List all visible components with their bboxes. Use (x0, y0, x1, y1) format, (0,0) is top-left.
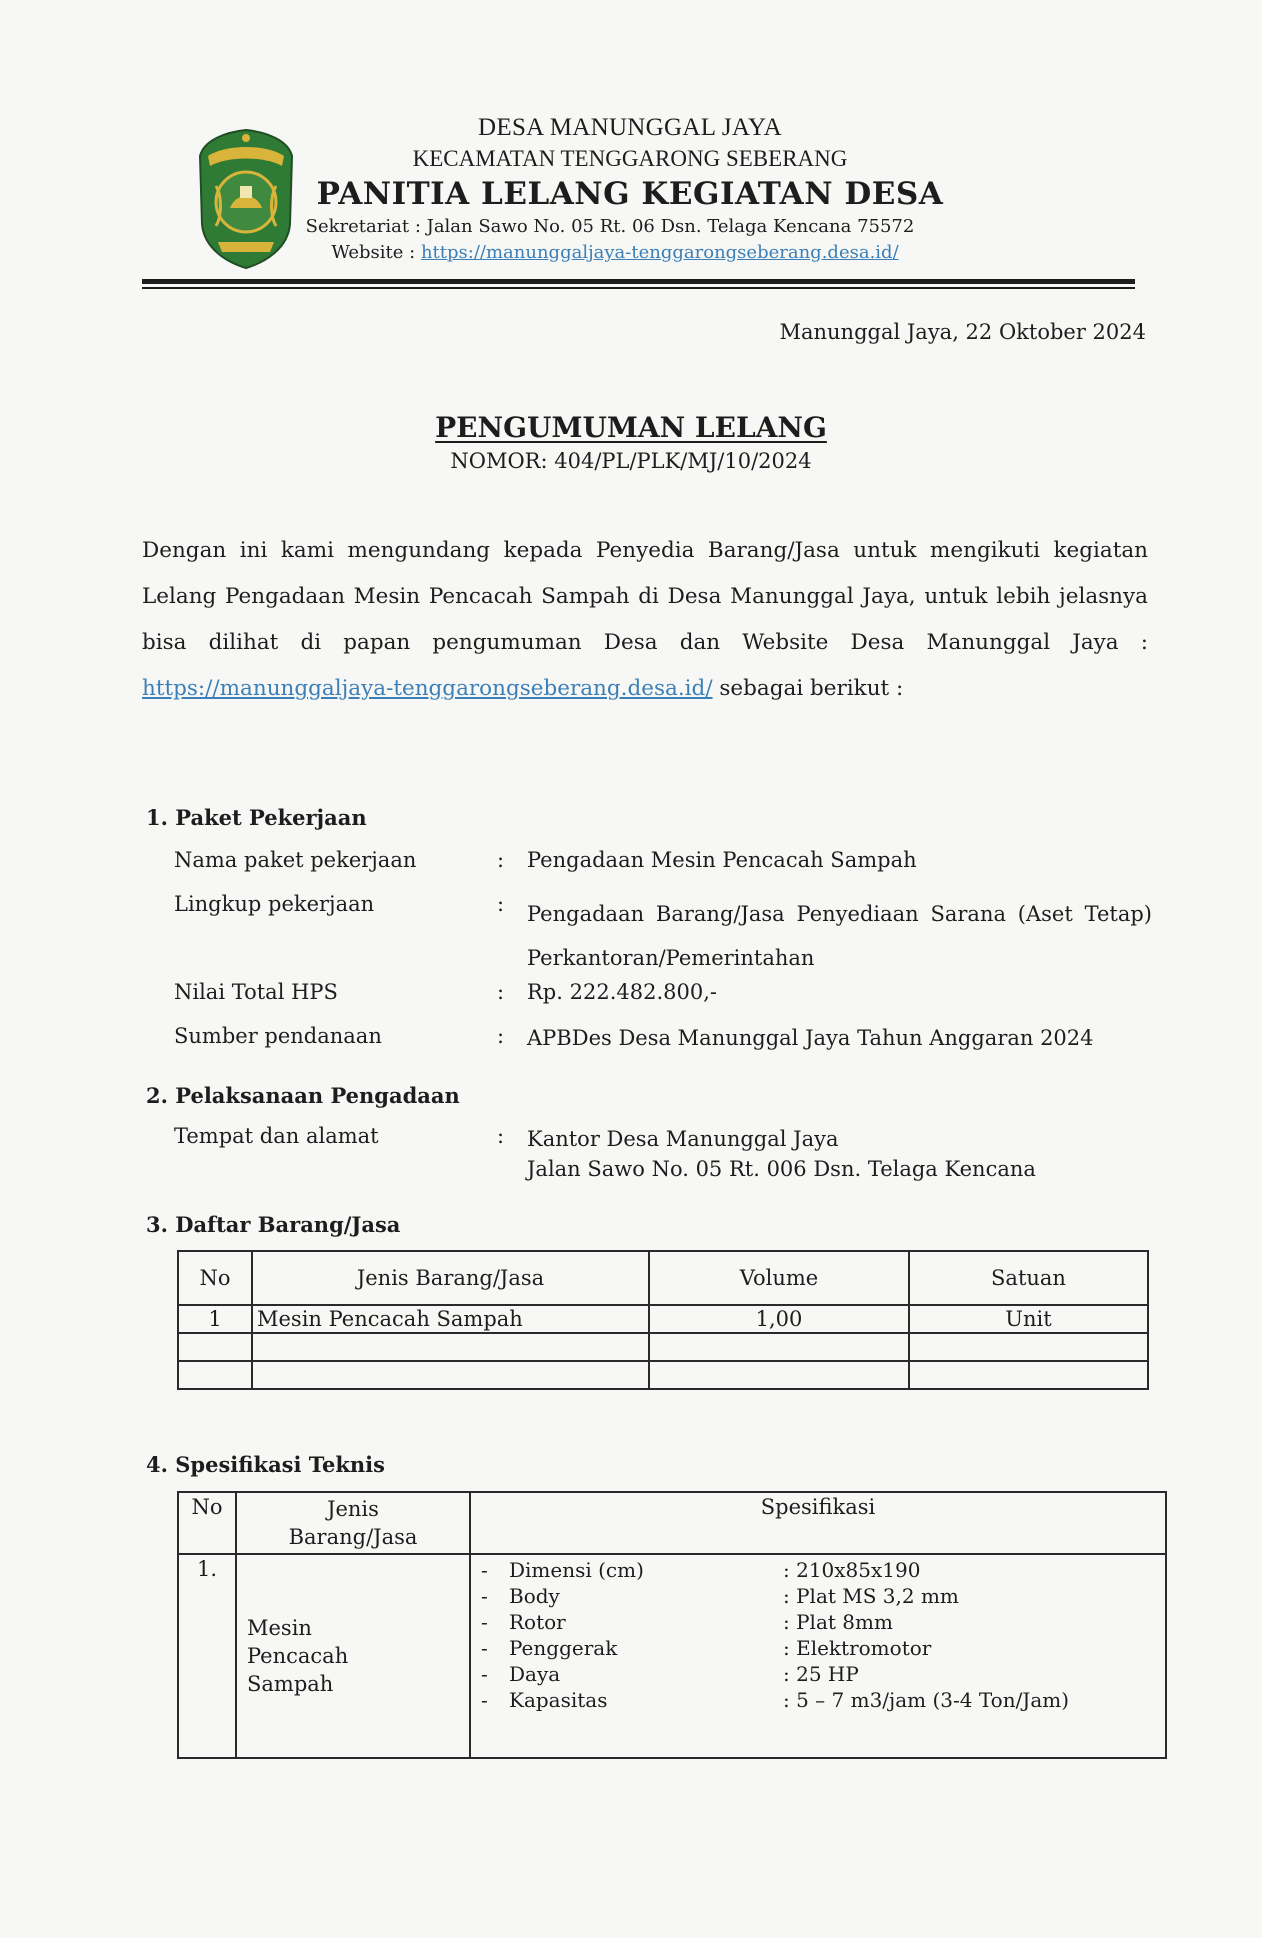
pelaksanaan-label: Tempat dan alamat (174, 1124, 379, 1148)
intro-text-end: sebagai berikut : (712, 676, 904, 701)
spec-name: Daya (509, 1662, 561, 1686)
bullet-dash: - (481, 1636, 488, 1660)
table-header-cell: Spesifikasi (470, 1492, 1166, 1554)
table-header-cell: Satuan (909, 1251, 1148, 1305)
section-heading-spesifikasi: 4. Spesifikasi Teknis (146, 1452, 385, 1477)
spec-item-name: Mesin Pencacah Sampah (247, 1616, 349, 1696)
spec-header-jenis: Jenis Barang/Jasa (288, 1497, 418, 1549)
spec-name: Penggerak (509, 1636, 618, 1660)
colon: : (497, 892, 505, 916)
table-header-row (178, 1251, 1148, 1305)
table-header-cell: No (178, 1492, 236, 1554)
bullet-dash: - (481, 1688, 488, 1712)
pelaksanaan-place: Kantor Desa Manunggal Jaya (527, 1127, 839, 1151)
table-cell (236, 1554, 470, 1758)
table-cell: 1. (178, 1554, 236, 1758)
spec-value: : Elektromotor (783, 1636, 932, 1660)
pelaksanaan-value (527, 1124, 1152, 1184)
colon: : (497, 848, 505, 872)
letter-date: Manunggal Jaya, 22 Oktober 2024 (779, 320, 1146, 344)
village-name: DESA MANUNGGAL JAYA (478, 114, 782, 141)
table-cell: 1,00 (649, 1305, 909, 1333)
table-cell (470, 1554, 1166, 1758)
table-cell: Mesin Pencacah Sampah (252, 1305, 649, 1333)
bullet-dash: - (481, 1584, 488, 1608)
section-heading-daftar: 3. Daftar Barang/Jasa (146, 1212, 401, 1237)
table-cell: 1 (178, 1305, 252, 1333)
table-row (178, 1554, 1166, 1758)
bullet-dash: - (481, 1610, 488, 1634)
bullet-dash: - (481, 1558, 488, 1582)
spec-value: : 25 HP (783, 1662, 859, 1686)
spec-value: : 5 – 7 m3/jam (3-4 Ton/Jam) (783, 1688, 1070, 1712)
spec-name: Rotor (509, 1610, 566, 1634)
colon: : (497, 1124, 505, 1148)
paket-value-nama: Pengadaan Mesin Pencacah Sampah (527, 848, 917, 872)
bullet-dash: - (481, 1662, 488, 1686)
spec-name: Kapasitas (509, 1688, 608, 1712)
colon: : (497, 980, 505, 1004)
spec-value: : Plat MS 3,2 mm (783, 1584, 959, 1608)
spec-table (177, 1491, 1167, 1759)
table-row-empty (178, 1361, 1148, 1389)
table-header-cell: No (178, 1251, 252, 1305)
website-line (270, 240, 960, 266)
website-link[interactable]: https://manunggaljaya-tenggarongseberang.desa.id/ (420, 242, 899, 263)
announcement-title-block (0, 410, 1262, 476)
table-row (178, 1305, 1148, 1333)
spec-name: Body (509, 1584, 560, 1608)
website-label: Website : (331, 242, 421, 263)
paket-label-lingkup: Lingkup pekerjaan (174, 892, 375, 916)
paket-value-hps: Rp. 222.482.800,- (527, 980, 717, 1004)
section-heading-paket: 1. Paket Pekerjaan (146, 805, 367, 830)
announcement-title: PENGUMUMAN LELANG (435, 411, 827, 444)
table-cell: Unit (909, 1305, 1148, 1333)
pelaksanaan-address: Jalan Sawo No. 05 Rt. 006 Dsn. Telaga Kencana (527, 1157, 1036, 1181)
spec-name: Dimensi (cm) (509, 1558, 644, 1582)
table-header-cell (236, 1492, 470, 1554)
goods-list-table (177, 1250, 1149, 1390)
paket-value-lingkup: Pengadaan Barang/Jasa Penyediaan Sarana (Aset Tetap) Perkantoran/Pemerintahan (527, 902, 1152, 970)
intro-text: Dengan ini kami mengundang kepada Penyedia Barang/Jasa untuk mengikuti kegiatan Lelang Pengadaan Mesin Pencacah Sampah di Desa Manunggal Jaya, untuk lebih jelasnya bisa dilihat di papan pengumuman Desa dan Website Desa Manunggal Jaya : (142, 538, 1148, 655)
table-header-cell: Jenis Barang/Jasa (252, 1251, 649, 1305)
paket-label-nama: Nama paket pekerjaan (174, 848, 417, 872)
committee-name: PANITIA LELANG KEGIATAN DESA (316, 176, 944, 212)
paket-label-hps: Nilai Total HPS (174, 980, 338, 1004)
letterhead-thick-rule (142, 279, 1135, 284)
table-row-empty (178, 1333, 1148, 1361)
paket-value-sumber: APBDes Desa Manunggal Jaya Tahun Anggaran 2024 (527, 1026, 1094, 1050)
letterhead (300, 112, 960, 266)
announcement-number: NOMOR: 404/PL/PLK/MJ/10/2024 (450, 449, 812, 473)
letterhead-thin-rule (142, 287, 1135, 289)
intro-paragraph (142, 528, 1148, 712)
paket-label-sumber: Sumber pendanaan (174, 1024, 382, 1048)
secretariat-address: Sekretariat : Jalan Sawo No. 05 Rt. 06 Dsn. Telaga Kencana 75572 (305, 216, 915, 237)
colon: : (497, 1024, 505, 1048)
intro-website-link[interactable]: https://manunggaljaya-tenggarongseberang.desa.id/ (142, 676, 713, 701)
section-heading-pelaksanaan: 2. Pelaksanaan Pengadaan (146, 1083, 460, 1108)
table-header-cell: Volume (649, 1251, 909, 1305)
district-name: KECAMATAN TENGGARONG SEBERANG (412, 146, 848, 171)
spec-value: : Plat 8mm (783, 1610, 893, 1634)
spec-value: : 210x85x190 (783, 1558, 921, 1582)
table-header-row (178, 1492, 1166, 1554)
spec-list (477, 1557, 1159, 1713)
